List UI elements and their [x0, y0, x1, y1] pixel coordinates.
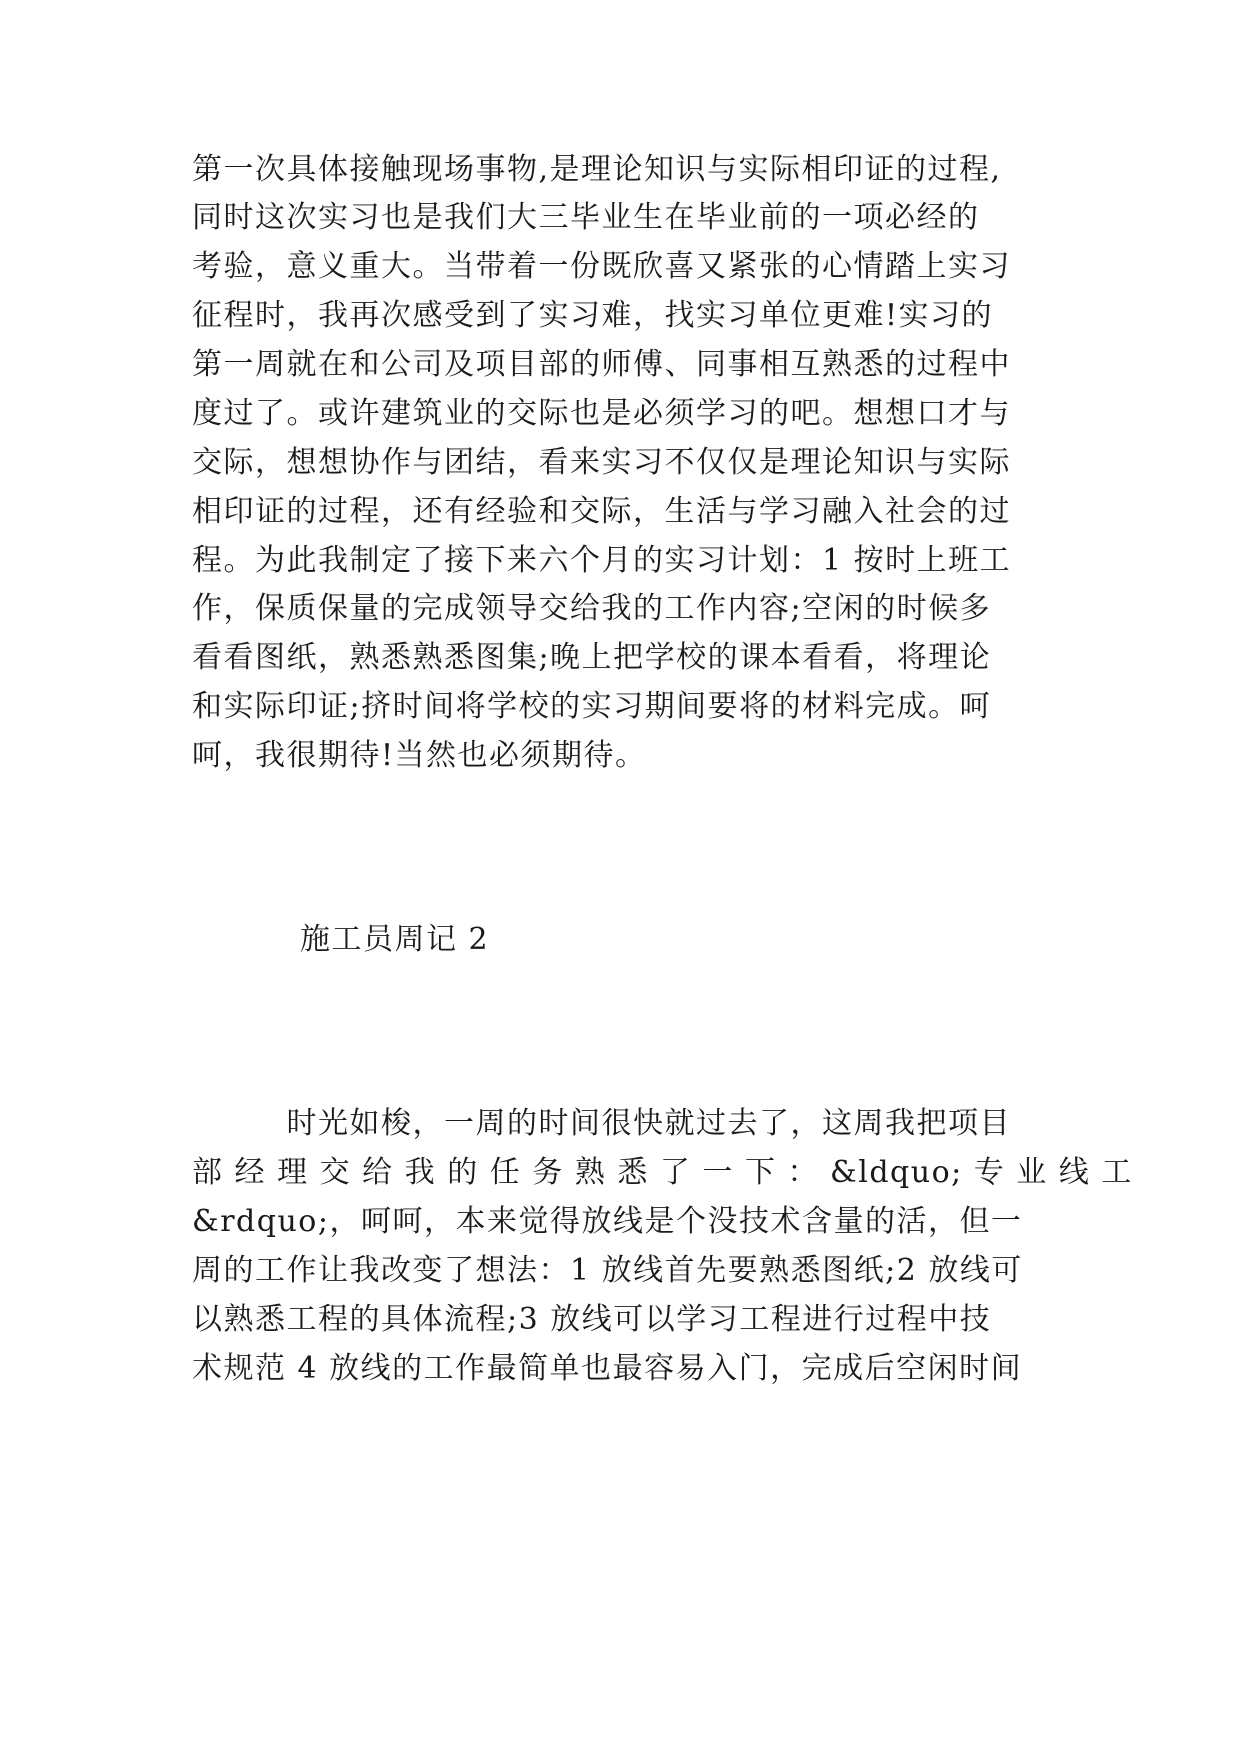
section-heading: 施工员周记 2 [300, 922, 490, 957]
text-line: 相印证的过程，还有经验和交际，生活与学习融入社会的过 [192, 494, 1011, 529]
text-line: 以熟悉工程的具体流程;3 放线可以学习工程进行过程中技 [192, 1302, 992, 1337]
text-line: &rdquo;，呵呵，本来觉得放线是个没技术含量的活，但一 [192, 1204, 1023, 1239]
text-line: 和实际印证;挤时间将学校的实习期间要将的材料完成。呵 [192, 689, 992, 724]
text-line: 第一次具体接触现场事物,是理论知识与实际相印证的过程, [192, 152, 1002, 187]
text-line: 程。为此我制定了接下来六个月的实习计划：1 按时上班工 [192, 543, 1012, 578]
text-line: 第一周就在和公司及项目部的师傅、同事相互熟悉的过程中 [192, 347, 1011, 382]
text-line: 部 经 理 交 给 我 的 任 务 熟 悉 了 一 下 ： &ldquo; 专 业 线 工 [192, 1155, 1133, 1190]
text-line: 作，保质保量的完成领导交给我的工作内容;空闲的时候多 [192, 591, 992, 626]
text-line: 术规范 4 放线的工作最简单也最容易入门，完成后空闲时间 [192, 1351, 1023, 1386]
text-line: 考验，意义重大。当带着一份既欣喜又紧张的心情踏上实习 [192, 249, 1011, 284]
text-line: 时光如梭，一周的时间很快就过去了，这周我把项目 [192, 1106, 1011, 1141]
text-line: 征程时，我再次感受到了实习难，找实习单位更难!实习的 [192, 298, 994, 333]
text-line: 交际，想想协作与团结，看来实习不仅仅是理论知识与实际 [192, 445, 1011, 480]
text-line: 度过了。或许建筑业的交际也是必须学习的吧。想想口才与 [192, 396, 1011, 431]
text-line: 周的工作让我改变了想法：1 放线首先要熟悉图纸;2 放线可 [192, 1253, 1023, 1288]
text-line: 看看图纸，熟悉熟悉图集;晚上把学校的课本看看，将理论 [192, 640, 992, 675]
text-line: 同时这次实习也是我们大三毕业生在毕业前的一项必经的 [192, 200, 980, 235]
text-line: 呵，我很期待!当然也必须期待。 [192, 738, 647, 773]
